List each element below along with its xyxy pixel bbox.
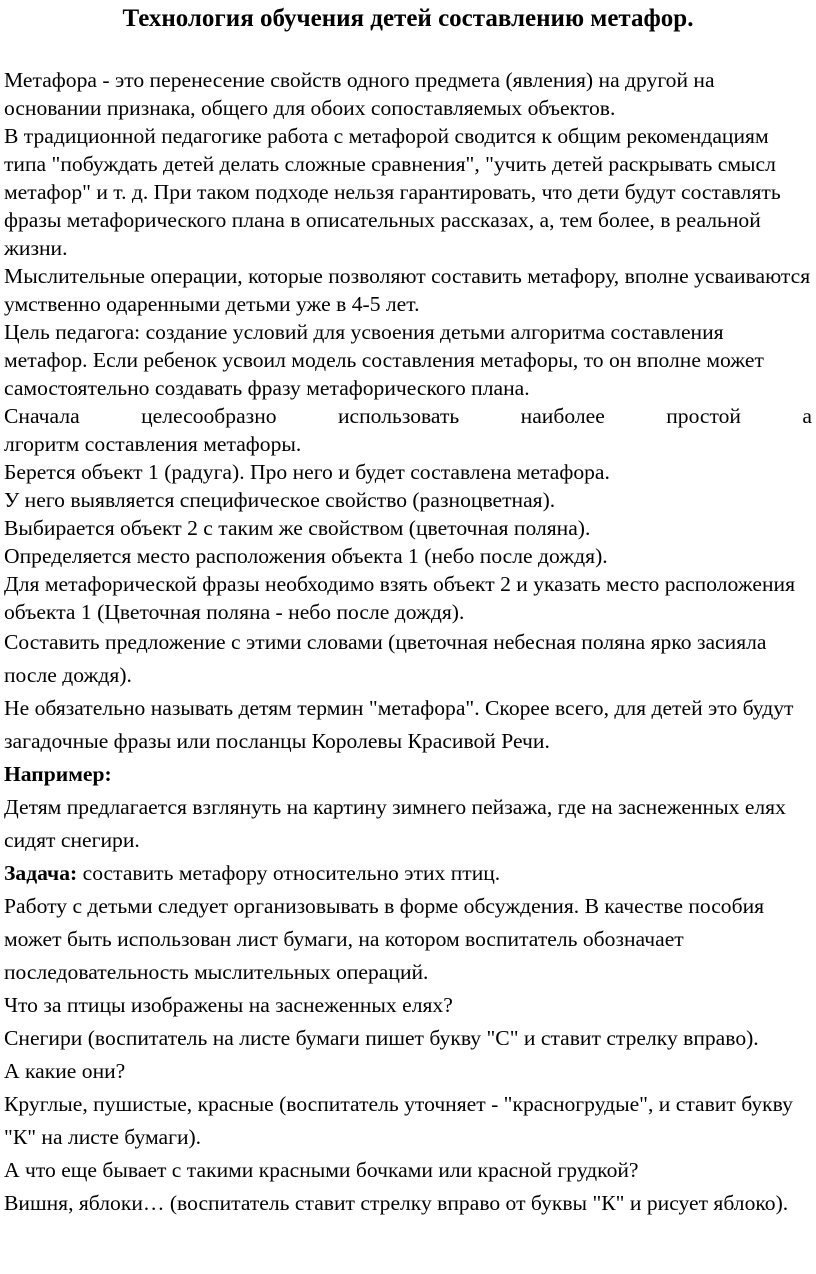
paragraph-algorithm-intro: Сначала целесообразно использовать наиболее простой а: [4, 404, 812, 428]
answer-cherry-apples: Вишня, яблоки… (воспитатель ставит стрелку вправо от буквы "К" и рисует яблоко).: [4, 1191, 789, 1215]
question-what-like: А какие они?: [4, 1059, 126, 1083]
step-sentence: Составить предложение с этими словами (цветочная небесная поляна ярко засияла после дождя).: [4, 630, 767, 687]
step-object-2: Выбирается объект 2 с таким же свойством (цветочная поляна).: [4, 516, 591, 540]
paragraph-traditional-pedagogy: В традиционной педагогике работа с метафорой сводится к общим рекомендациям типа "побуждать детей делать сложные сравнения", "учить детей раскрывать смысл метафор" и т. д. При таком подходе нельзя гарантировать, что дети будут составлять фразы метафорического плана в описательных рассказах, а, тем более, в реальной жизни.: [4, 124, 781, 260]
question-red-things: А что еще бывает с такими красными бочками или красной грудкой?: [4, 1158, 639, 1182]
step-location: Определяется место расположения объекта 1 (небо после дождя).: [4, 544, 608, 568]
step-phrase: Для метафорической фразы необходимо взять объект 2 и указать место расположения объекта 1 (Цветочная поляна - небо после дождя).: [4, 572, 796, 624]
step-object-1: Берется объект 1 (радуга). Про него и будет составлена метафора.: [4, 460, 610, 484]
paragraph-mental-operations: Мыслительные операции, которые позволяют составить метафору, вполне усваиваются умственно одаренными детьми уже в 4-5 лет.: [4, 264, 811, 316]
question-birds: Что за птицы изображены на заснеженных елях?: [4, 993, 453, 1017]
paragraph-algorithm-intro-cont: лгоритм составления метафоры.: [4, 432, 302, 456]
paragraph-winter-picture: Детям предлагается взглянуть на картину зимнего пейзажа, где на заснеженных елях сидят снегири.: [4, 795, 786, 852]
body-text: [4, 66, 812, 626]
answer-bullfinches: Снегири (воспитатель на листе бумаги пишет букву "С" и ставит стрелку вправо).: [4, 1026, 759, 1050]
page-title: Технология обучения детей составлению метафор.: [122, 5, 694, 32]
paragraph-teacher-goal: Цель педагога: создание условий для усвоения детьми алгоритма составления метафор. Если ребенок усвоил модель составления метафоры, то он вполне может самостоятельно создавать фразу метафорического плана.: [4, 320, 764, 400]
paragraph-task: [4, 857, 812, 890]
example-heading: [4, 758, 812, 791]
example-label: Например:: [4, 762, 112, 786]
task-label: Задача:: [4, 861, 78, 885]
body-text-continued: [4, 626, 812, 1220]
paragraph-term-note: Не обязательно называть детям термин "метафора". Скорее всего, для детей это будут загадочные фразы или посланцы Королевы Красивой Речи.: [4, 696, 794, 753]
paragraph-discussion: Работу с детьми следует организовывать в форме обсуждения. В качестве пособия может быть использован лист бумаги, на котором воспитатель обозначает последовательность мыслительных операций.: [4, 894, 765, 984]
step-property: У него выявляется специфическое свойство (разноцветная).: [4, 488, 556, 512]
answer-round-fluffy: Круглые, пушистые, красные (воспитатель уточняет - "красногрудые", и ставит букву "К" на листе бумаги).: [4, 1092, 793, 1149]
task-text: составить метафору относительно этих птиц.: [77, 861, 501, 885]
paragraph-definition: Метафора - это перенесение свойств одного предмета (явления) на другой на основании признака, общего для обоих сопоставляемых объектов.: [4, 68, 715, 120]
